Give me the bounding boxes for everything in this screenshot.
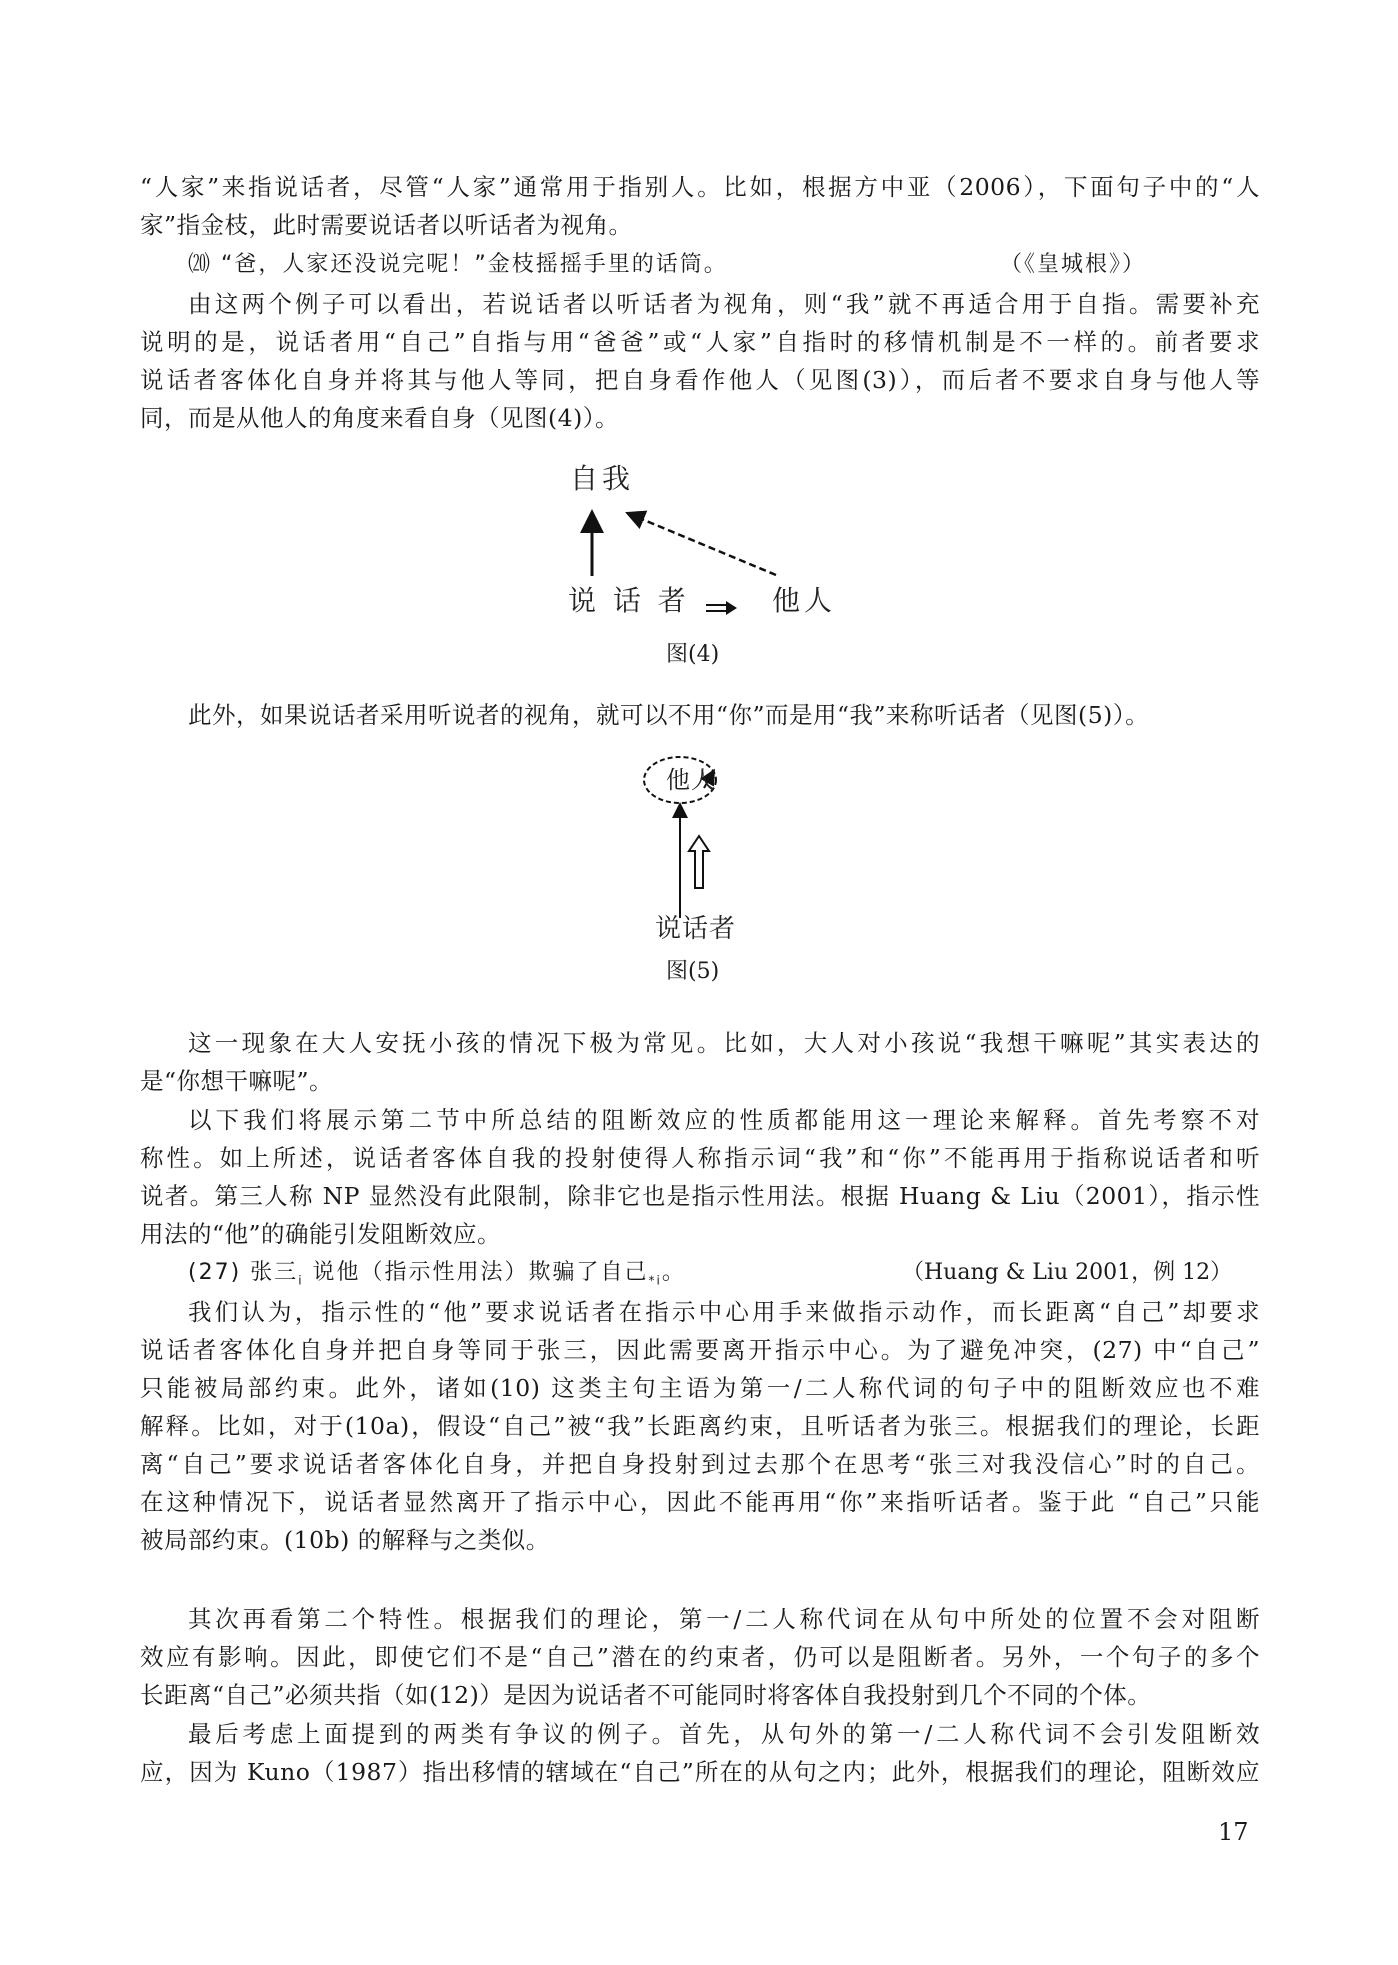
paragraph-line: 家”指金枝，此时需要说话者以听话者为视角。 [140, 211, 633, 239]
figure-5-other-label: 他人 [666, 766, 716, 794]
index-star-i: *i [648, 1273, 662, 1288]
paragraph-line: 说话者客体化自身并将其与他人等同，把自身看作他人（见图(3)），而后者不要求自身与他人等 [140, 366, 1260, 394]
paragraph-line: 同，而是从他人的角度来看自身（见图(4)）。 [140, 404, 620, 432]
example-27-part1: 张三 [250, 1260, 299, 1285]
index-i: i [298, 1273, 304, 1288]
paragraph-line: 其次再看第二个特性。根据我们的理论，第一/二人称代词在从句中所处的位置不会对阻断 [188, 1605, 1260, 1633]
paragraph-line: 应，因为 Kuno（1987）指出移情的辖域在“自己”所在的从句之内；此外，根据我们的理论，阻断效应 [140, 1758, 1260, 1786]
paragraph-line: “人家”来指说话者，尽管“人家”通常用于指别人。比如，根据方中亚（2006），下面句子中的“人 [140, 173, 1260, 201]
example-27-end: 。 [661, 1260, 686, 1285]
paragraph-line: 我们认为，指示性的“他”要求说话者在指示中心用手来做指示动作，而长距离“自己”却要求 [188, 1298, 1260, 1326]
example-27-number: (27) [188, 1260, 242, 1285]
double-arrow-right-icon [706, 601, 737, 615]
paragraph-line: 用法的“他”的确能引发阻断效应。 [140, 1220, 502, 1248]
paragraph-line: 此外，如果说话者采用听说者的视角，就可以不用“你”而是用“我”来称听话者（见图(5)）。 [188, 701, 1150, 729]
paragraph-line: 解释。比如，对于(10a)，假设“自己”被“我”长距离约束，且听话者为张三。根据我们的理论，长距 [140, 1412, 1260, 1440]
example-27-source: （Huang & Liu 2001，例 12） [902, 1260, 1233, 1285]
figure-5-speaker-label: 说话者 [655, 914, 737, 944]
paragraph-line: 由这两个例子可以看出，若说话者以听话者为视角，则“我”就不再适合用于自指。需要补充 [188, 290, 1260, 318]
paragraph-line: 称性。如上所述，说话者客体自我的投射使得人称指示词“我”和“你”不能再用于指称说话者和听 [140, 1144, 1260, 1172]
paragraph-line: 只能被局部约束。此外，诸如(10) 这类主句主语为第一/二人称代词的句子中的阻断效应也不难 [140, 1374, 1260, 1402]
hollow-arrow-up-icon [689, 836, 709, 888]
paragraph-line: 被局部约束。(10b) 的解释与之类似。 [140, 1526, 550, 1554]
paragraph-line: 说明的是，说话者用“自己”自指与用“爸爸”或“人家”自指时的移情机制是不一样的。前者要求 [140, 328, 1260, 356]
figure-4-arrows [540, 450, 860, 630]
paragraph-line: 是“你想干嘛呢”。 [140, 1067, 334, 1095]
page-number: 17 [1218, 1818, 1249, 1846]
paragraph-line: 最后考虑上面提到的两类有争议的例子。首先，从句外的第一/二人称代词不会引发阻断效 [188, 1720, 1260, 1748]
paragraph-line: 说话者客体化自身并把自身等同于张三，因此需要离开指示中心。为了避免冲突，(27) 中“自己” [140, 1336, 1260, 1364]
paragraph-line: 效应有影响。因此，即使它们不是“自己”潜在的约束者，仍可以是阻断者。另外，一个句子的多个 [140, 1643, 1260, 1671]
paragraph-line: 在这种情况下，说话者显然离开了指示中心，因此不能再用“你”来指听话者。鉴于此 “自己”只能 [140, 1488, 1260, 1516]
figure-4-other-label: 他人 [772, 584, 837, 617]
paragraph-line: 离“自己”要求说话者客体化自身，并把自身投射到过去那个在思考“张三对我没信心”时的自己。 [140, 1450, 1260, 1478]
paragraph-line: 长距离“自己”必须共指（如(12)）是因为说话者不可能同时将客体自我投射到几个不同的个体。 [140, 1681, 1152, 1709]
paragraph-line: 这一现象在大人安抚小孩的情况下极为常见。比如，大人对小孩说“我想干嘛呢”其实表达的 [188, 1029, 1260, 1057]
example-27-part2: 说他（指示性用法）欺骗了自己 [312, 1260, 649, 1285]
paragraph-line: 以下我们将展示第二节中所总结的阻断效应的性质都能用这一理论来解释。首先考察不对 [188, 1106, 1260, 1134]
example-26-text: ⒇ “爸，人家还没说完呢！”金枝摇摇手里的话筒。 [188, 252, 728, 277]
figure-5-caption: 图(5) [666, 959, 720, 984]
figure-4-self-label: 自我 [570, 462, 635, 495]
paragraph-line: 说者。第三人称 NP 显然没有此限制，除非它也是指示性用法。根据 Huang & Liu（2001），指示性 [140, 1182, 1260, 1210]
dashed-arrow [632, 515, 776, 575]
example-26-source: （《皇城根》） [1000, 252, 1147, 277]
figure-4-caption: 图(4) [666, 642, 720, 667]
figure-4-speaker-label: 说 话 者 [568, 584, 690, 617]
